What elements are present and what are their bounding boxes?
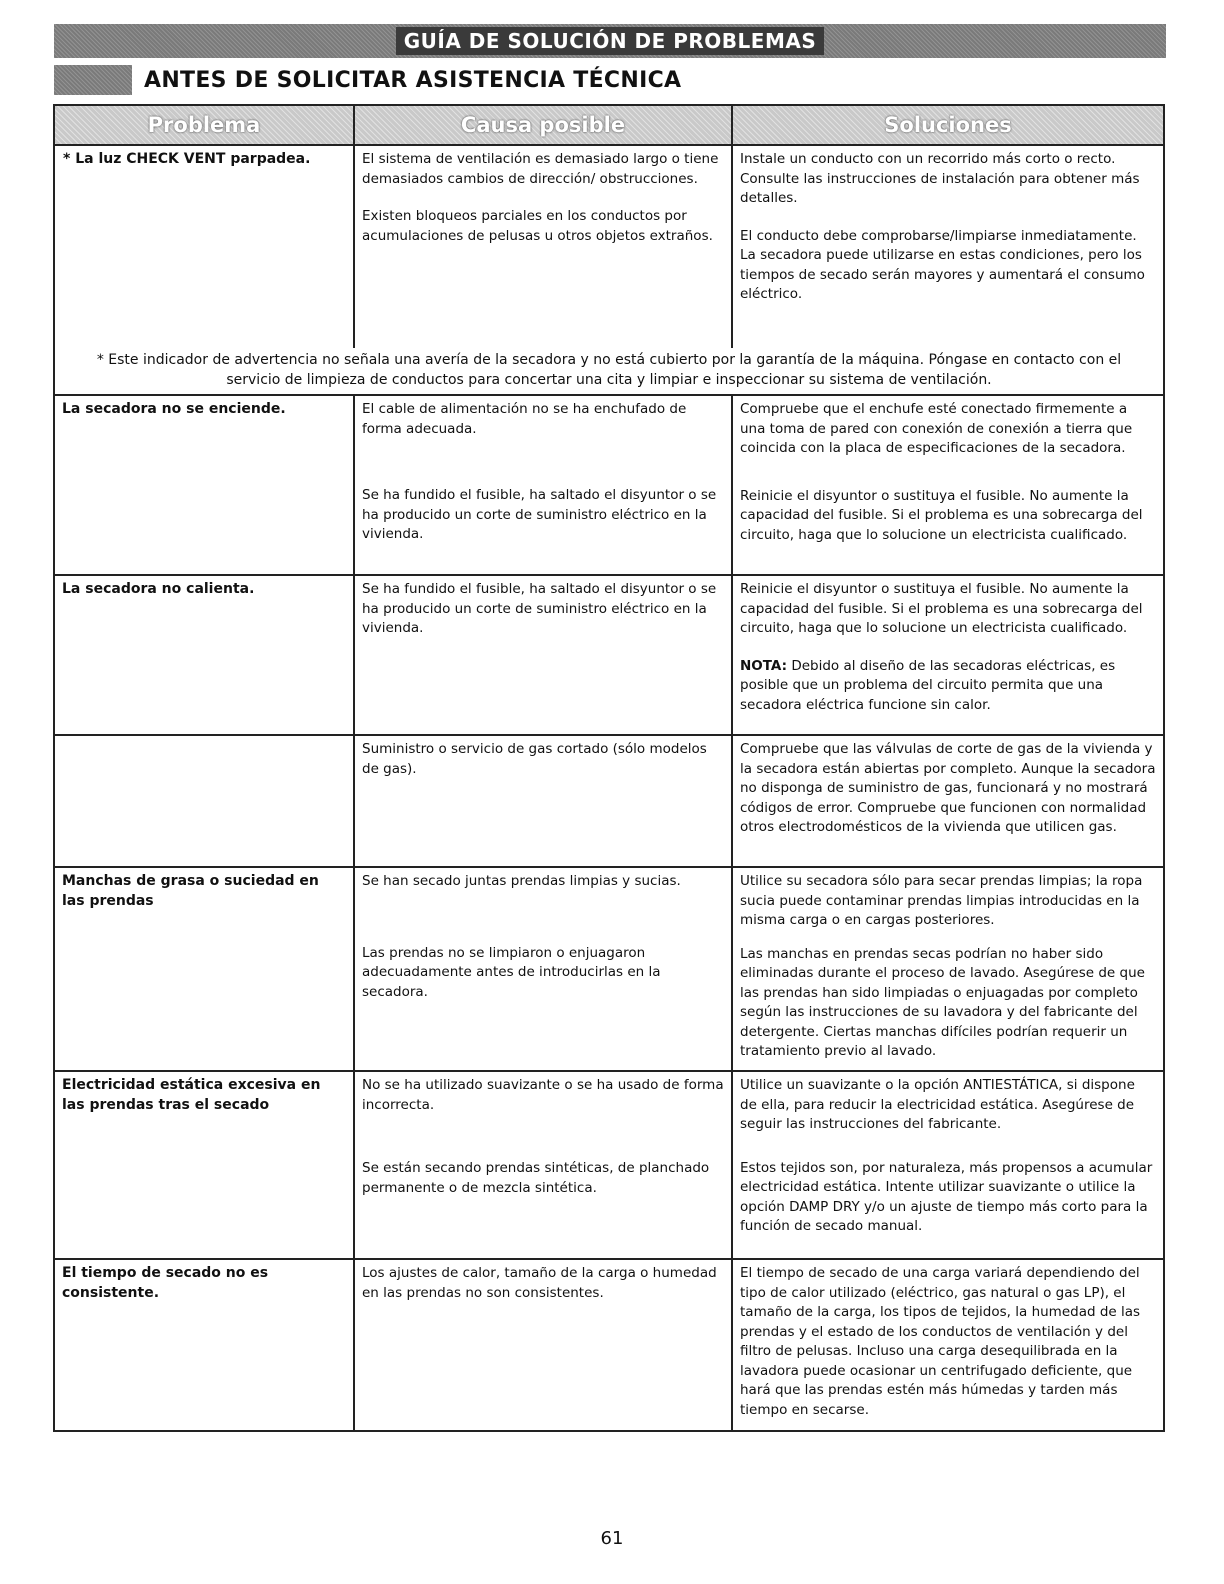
problem-cell: * La luz CHECK VENT parpadea. [63,151,311,167]
note-label: NOTA: [740,657,788,674]
table-row [55,868,1163,1072]
solution-text: Compruebe que el enchufe esté conectado firmemente a una toma de pared con conexión de conexión a tierra que coincida con la placa de especificaciones de la secadora. [740,401,1133,456]
solution-text: Estos tejidos son, por naturaleza, más propensos a acumular electricidad estática. Intente utilizar suavizante o utilice la opción DAMP DRY y/o un ajuste de tiempo más corto para la función de secado manual. [740,1159,1153,1234]
table-row [55,146,1163,348]
main-title-banner [54,24,1166,58]
cause-text: Se han secado juntas prendas limpias y sucias. [362,873,681,889]
solution-cell [731,736,1163,866]
section-title: ANTES DE SOLICITAR ASISTENCIA TÉCNICA [144,67,682,93]
table-row [55,1072,1163,1260]
cause-text: Suministro o servicio de gas cortado (sólo modelos de gas). [362,741,707,777]
troubleshooting-table [53,104,1165,1432]
problem-cell: Electricidad estática excesiva en las prendas tras el secado [62,1077,321,1113]
cause-text: Se ha fundido el fusible, ha saltado el disyuntor o se ha producido un corte de suministro eléctrico en la vivienda. [362,581,717,636]
cause-text: Los ajustes de calor, tamaño de la carga o humedad en las prendas no son consistentes. [362,1265,717,1301]
table-row [55,396,1163,576]
solution-cell [731,868,1163,1070]
header-cause: Causa posible [353,106,731,144]
solution-text: El conducto debe comprobarse/limpiarse inmediatamente. La secadora puede utilizarse en estas condiciones, pero los tiempos de secado serán mayores y aumentará el consumo eléctrico. [740,227,1145,302]
note-text: Debido al diseño de las secadoras eléctricas, es posible que un problema del circuito permita que una secadora eléctrica funcione sin calor. [740,657,1116,713]
solution-text: Utilice su secadora sólo para secar prendas limpias; la ropa sucia puede contaminar prendas limpias introducidas en la misma carga o en cargas posteriores. [740,873,1143,928]
problem-cell [55,736,353,866]
table-row [55,576,1163,736]
cause-text: Se ha fundido el fusible, ha saltado el disyuntor o se ha producido un corte de suministro eléctrico en la vivienda. [362,487,717,542]
table-row [55,1260,1163,1430]
solution-cell [731,146,1163,348]
check-vent-footnote: * Este indicador de advertencia no señala una avería de la secadora y no está cubierto por la garantía de la máquina. Póngase en contacto con el servicio de limpieza de conductos para concertar una cita y limpiar e inspeccionar su sistema de ventilación. [55,348,1163,396]
problem-cell: La secadora no se enciende. [62,401,286,417]
cause-text: Se están secando prendas sintéticas, de planchado permanente o de mezcla sintética. [362,1160,710,1196]
problem-cell: La secadora no calienta. [62,581,255,597]
section-marker-block [54,65,132,95]
cause-cell [353,576,731,734]
table-row [55,736,1163,868]
table-header [55,106,1163,146]
cause-text: El sistema de ventilación es demasiado largo o tiene demasiados cambios de dirección/ obstrucciones. [362,151,719,187]
solution-text: Compruebe que las válvulas de corte de gas de la vivienda y la secadora están abiertas por completo. Aunque la secadora no disponga de suministro de gas, funcionará y no mostrará códigos de error. Compruebe que funcionen con normalidad otros electrodomésticos de la vivienda que utilicen gas. [740,741,1156,835]
solution-cell [731,576,1163,734]
main-title: GUÍA DE SOLUCIÓN DE PROBLEMAS [396,27,825,55]
cause-cell [353,396,731,574]
solution-cell [731,1072,1163,1258]
problem-cell: Manchas de grasa o suciedad en las prendas [62,873,319,909]
solution-text: Instale un conducto con un recorrido más corto o recto. Consulte las instrucciones de instalación para obtener más detalles. [740,151,1140,206]
solution-cell [731,1260,1163,1430]
cause-text: El cable de alimentación no se ha enchufado de forma adecuada. [362,401,687,437]
solution-text: Las manchas en prendas secas podrían no haber sido eliminadas durante el proceso de lavado. Asegúrese de que las prendas han sido limpiadas o enjuagadas por completo según las instrucciones de su lavadora y del fabricante del detergente. Ciertas manchas difíciles podrían requerir un tratamiento previo al lavado. [740,945,1145,1059]
cause-text: Existen bloqueos parciales en los conductos por acumulaciones de pelusas u otros objetos extraños. [362,208,713,244]
solution-note [740,657,1156,716]
cause-cell [353,868,731,1070]
solution-text: Reinicie el disyuntor o sustituya el fusible. No aumente la capacidad del fusible. Si el problema es una sobrecarga del circuito, haga que lo solucione un electricista cualificado. [740,487,1143,543]
section-header [54,62,681,98]
cause-text: No se ha utilizado suavizante o se ha usado de forma incorrecta. [362,1077,724,1113]
header-solutions: Soluciones [731,106,1163,144]
cause-cell [353,1260,731,1430]
cause-cell [353,736,731,866]
header-problem: Problema [55,106,353,144]
solution-text: El tiempo de secado de una carga variará dependiendo del tipo de calor utilizado (eléctrico, gas natural o gas LP), el tamaño de la carga, los tipos de tejidos, la humedad de las prendas y el estado de los conductos de ventilación y del filtro de pelusas. Incluso una carga desequilibrada en la lavadora puede ocasionar un centrifugado deficiente, que hará que las prendas estén más húmedas y tarden más tiempo en secarse. [740,1265,1141,1418]
page-number: 61 [600,1528,624,1549]
cause-cell [353,1072,731,1258]
solution-text: Reinicie el disyuntor o sustituya el fusible. No aumente la capacidad del fusible. Si el problema es una sobrecarga del circuito, haga que lo solucione un electricista cualificado. [740,581,1143,636]
solution-cell [731,396,1163,574]
solution-text: Utilice un suavizante o la opción ANTIESTÁTICA, si dispone de ella, para reducir la electricidad estática. Asegúrese de seguir las instrucciones del fabricante. [740,1077,1135,1132]
cause-text: Las prendas no se limpiaron o enjuagaron adecuadamente antes de introducirlas en la secadora. [362,944,661,1000]
cause-cell [353,146,731,348]
problem-cell: El tiempo de secado no es consistente. [62,1265,269,1301]
